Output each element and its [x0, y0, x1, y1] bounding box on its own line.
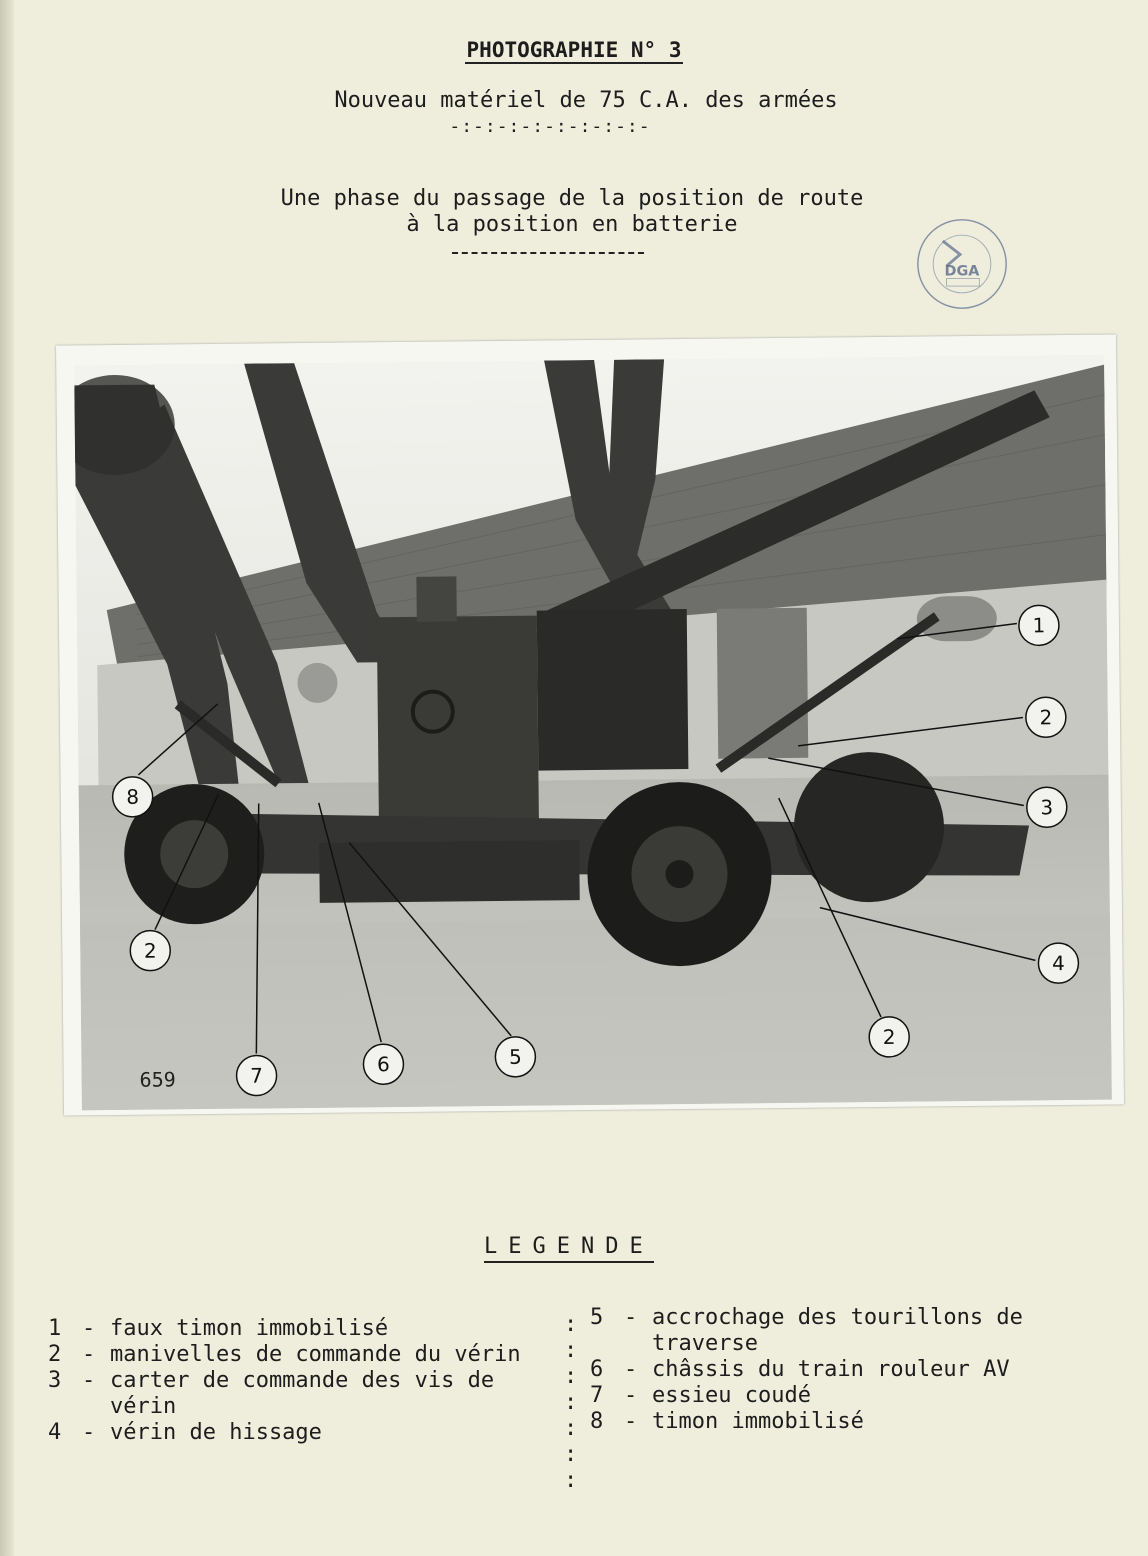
callout-label: 2 — [1039, 705, 1053, 730]
archive-stamp — [914, 216, 1010, 312]
photo-number: 659 — [139, 1067, 176, 1092]
legend-item: 5 - accrochage des tourillons de traverse — [590, 1305, 1023, 1356]
legend-item: 3 - carter de commande des vis de vérin — [48, 1368, 495, 1419]
legend-right-column — [590, 1305, 1090, 1435]
ornament-line: -:-:-:-:-:-:-:-:- — [449, 116, 651, 137]
document-title: PHOTOGRAPHIE N° 3 — [466, 38, 682, 62]
artillery-photograph — [74, 355, 1112, 1111]
callout-label: 3 — [1040, 795, 1054, 820]
document-subtitle: Nouveau matériel de 75 C.A. des armées — [334, 88, 838, 113]
legend-left-column — [48, 1316, 558, 1446]
callout-label: 2 — [882, 1024, 896, 1049]
column-separator: : : : : : : : — [564, 1312, 578, 1493]
callout-label: 2 — [143, 938, 157, 963]
callout-label: 1 — [1032, 613, 1046, 638]
legend-item: 1 - faux timon immobilisé — [48, 1316, 389, 1341]
legend-item: 6 - châssis du train rouleur AV — [590, 1357, 1010, 1382]
callout-label: 4 — [1051, 951, 1065, 976]
legend-item: 2 - manivelles de commande du vérin — [48, 1342, 521, 1367]
callout-label: 6 — [376, 1052, 390, 1077]
caption-underline — [452, 252, 644, 254]
callout-label: 7 — [250, 1063, 264, 1088]
caption-line-1: Une phase du passage de la position de route — [280, 186, 864, 211]
legend-item: 4 - vérin de hissage — [48, 1420, 322, 1445]
callout-label: 5 — [508, 1044, 522, 1069]
callout-label: 8 — [126, 784, 140, 809]
svg-text:DGA: DGA — [944, 263, 980, 280]
legend-item: 7 - essieu coudé — [590, 1383, 811, 1408]
caption-line-2: à la position en batterie — [406, 212, 738, 237]
legend-title: LEGENDE — [484, 1234, 654, 1263]
legend-item: 8 - timon immobilisé — [590, 1409, 864, 1434]
